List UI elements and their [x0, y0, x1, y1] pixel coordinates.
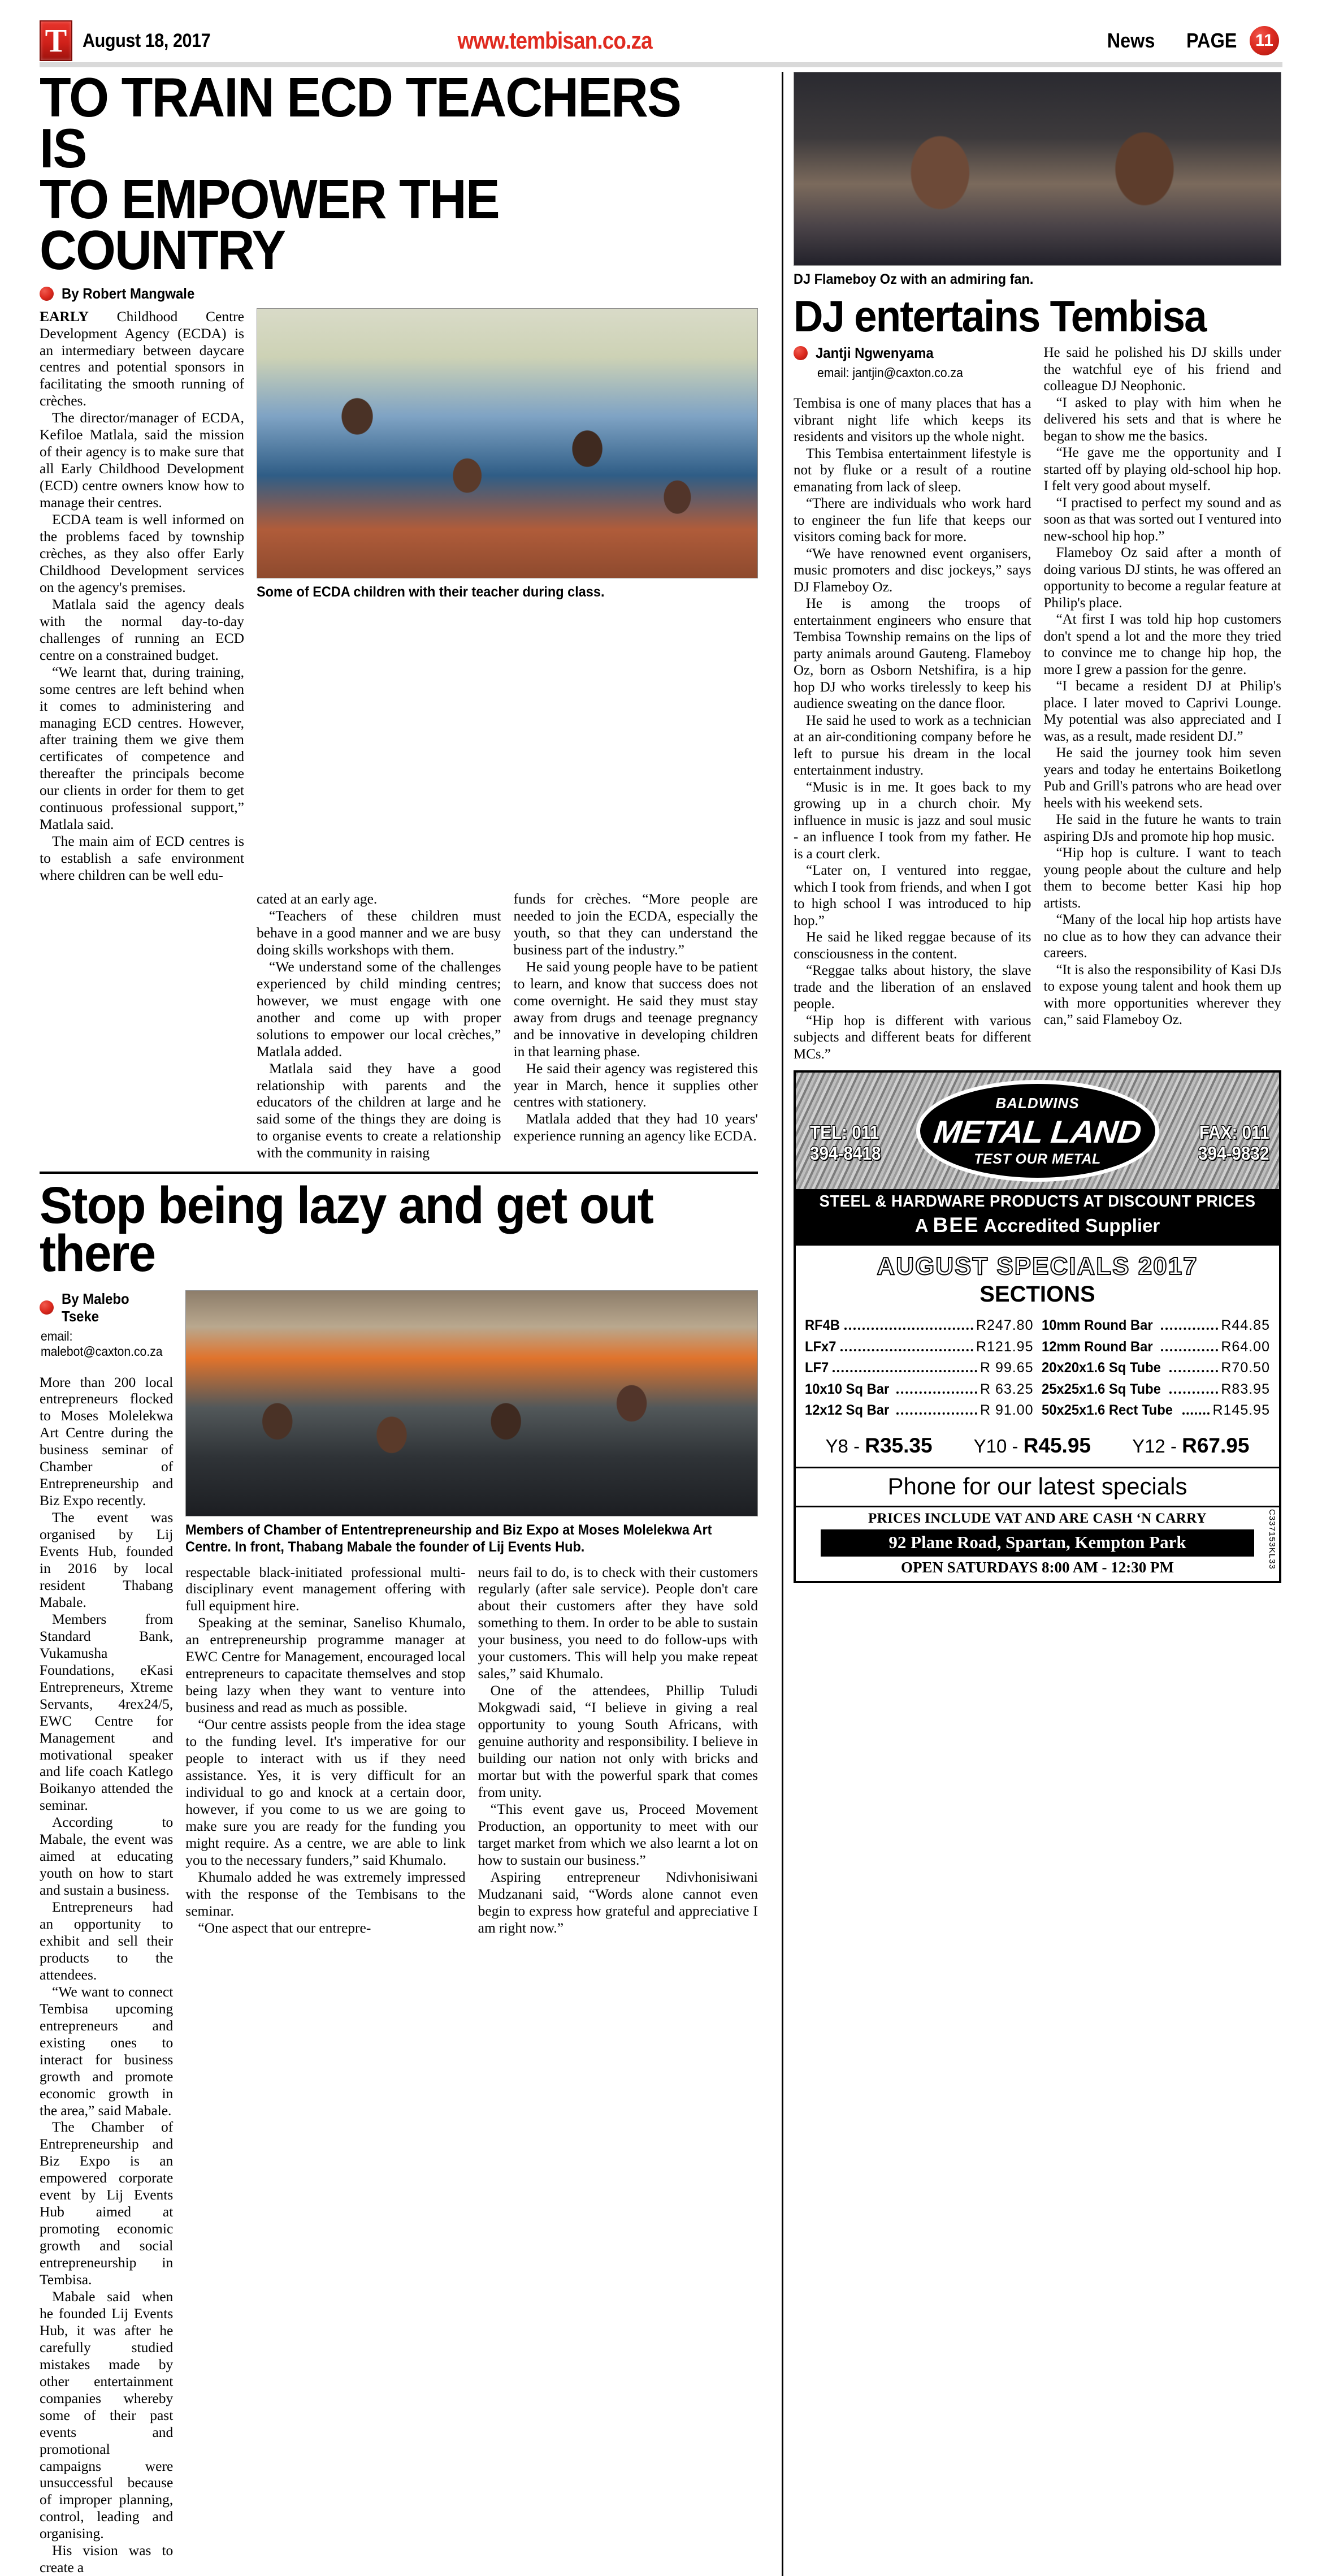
paragraph: Matlala said they have a good relationship with parents and the educators of the children at large and he said some of the things they are doing is to organise events to create a relationship with the community in raising [257, 1060, 501, 1161]
ad-specials-panel [796, 1244, 1279, 1467]
paragraph: Matlala added that they had 10 years' experience running an agency like ECDA. [513, 1110, 758, 1144]
article-lazy-col-3 [478, 1564, 758, 1937]
ad-rebar-prices [805, 1434, 1270, 1458]
byline-author: By Malebo Tseke [62, 1290, 129, 1325]
paragraph: According to Mabale, the event was aimed at educating youth on how to start and sustain a business. [40, 1814, 174, 1899]
paragraph: “Later on, I ventured into reggae, which I took from friends, and when I got to high school I was introduced to hip hop.” [794, 863, 1031, 928]
rebar-item [974, 1434, 1091, 1458]
paragraph: He said he polished his DJ skills under the watchful eye of his friend and colleague DJ Neophonic. [1043, 345, 1281, 394]
ad-fax-label: FAX: 011 [1199, 1122, 1269, 1143]
price-row [805, 1400, 1034, 1421]
paragraph: “Reggae talks about history, the slave trade and the liberation of an enslaved people. [794, 963, 1031, 1012]
rebar-value: R45.95 [1023, 1433, 1091, 1457]
article-divider [40, 1172, 758, 1174]
price-name: RF4B [805, 1317, 840, 1334]
ad-vat-note: PRICES INCLUDE VAT AND ARE CASH ‘N CARRY [868, 1510, 1207, 1526]
page-number-badge: 11 [1250, 26, 1279, 55]
ad-fax-number: 394-9832 [1198, 1143, 1269, 1164]
bullet-dot-icon [794, 346, 808, 360]
article-ecd-top [40, 308, 758, 884]
ad-telephone [810, 1122, 881, 1164]
ad-price-grid [805, 1315, 1270, 1421]
article-dj-headline: DJ entertains Tembisa [794, 291, 1206, 341]
paragraph: Matlala said the agency deals with the normal day-to-day challenges of running an ECD centre on a constrained budget. [40, 595, 244, 663]
leader-dots [896, 1412, 977, 1415]
paragraph: “We learnt that, during training, some centres are left behind when it comes to administering and managing ECD centres. However, after training them we give them certificates of competence and thereafter the principals become our clients in order for them to get continuous professional support,” Matlala said. [40, 663, 244, 833]
article-dj-col-1 [794, 344, 1031, 1062]
paragraph: Entrepreneurs had an opportunity to exhibit and sell their products to the attendees. [40, 1899, 174, 1983]
byline-author: By Robert Mangwale [62, 284, 195, 302]
col-text [40, 308, 244, 884]
ad-tel-number: 394-8418 [809, 1143, 881, 1164]
paragraph: funds for crèches. “More people are needed to join the ECDA, especially the youth, so that they can understand the business part of the industry.” [513, 891, 758, 958]
article-lazy-jump-columns [185, 1564, 758, 1937]
ad-tagline-band [796, 1189, 1279, 1244]
paragraph: Tembisa is one of many places that has a vibrant night life which keeps its residents and visitors up the whole night. [794, 396, 1031, 445]
masthead-right [1104, 26, 1282, 55]
article-lazy-byline [40, 1290, 173, 1325]
article-lazy-col-1 [40, 1290, 173, 2576]
price-name: LF7 [805, 1360, 829, 1376]
col-text [40, 1374, 173, 2576]
paragraph: Members from Standard Bank, Vukamusha Foundations, eKasi Entrepreneurs, Xtreme Servants, 4rex24/5, EWC Centre for Management and motivational speaker and life coach Katlego Boikanyo attended the seminar. [40, 1610, 174, 1814]
rebar-value: R67.95 [1182, 1433, 1250, 1457]
paragraph: Flameboy Oz said after a month of doing various DJ stints, he was offered an opportunity to become a regular feature at Philip's place. [1043, 545, 1281, 611]
article-ecd-photo [257, 308, 758, 578]
price-row [1042, 1379, 1271, 1401]
leader-dots [1169, 1370, 1218, 1372]
byline-email[interactable]: email: jantjin@caxton.co.za [817, 365, 963, 381]
leader-dots [1182, 1412, 1210, 1415]
ad-sections-title: SECTIONS [979, 1282, 1095, 1307]
paragraph: Khumalo added he was extremely impressed with the response of the Tembisans to the seminar. [185, 1868, 466, 1919]
ad-address: 92 Plane Road, Spartan, Kempton Park [821, 1529, 1254, 1557]
article-dj-byline [794, 344, 1031, 362]
paragraph: He said he liked reggae because of its consciousness in the content. [794, 930, 1031, 962]
article-lazy-photo [185, 1290, 758, 1516]
page-label: PAGE [1186, 29, 1237, 52]
website-url[interactable]: www.tembisan.co.za [457, 27, 652, 54]
paragraph: “He gave me the opportunity and I started off by playing old-school hip hop. I felt very good about myself. [1043, 445, 1281, 494]
column-divider [782, 72, 783, 2576]
headline-line-1: TO TRAIN ECD TEACHERS IS [40, 66, 681, 180]
paragraph: He is among the troops of entertainment engineers who ensure that Tembisa Township remains on the lips of party animals around Gauteng. Flameboy Oz, born as Osborn Netshifira, is a hip hop DJ who works tirelessly to keep his audience sweating on the dance floor. [794, 596, 1031, 712]
paragraph: He said young people have to be patient to learn, and know that success does not come overnight. He said they must stay away from drugs and teenage pregnancy and be innovative in developing children in that learning phase. [513, 958, 758, 1060]
leader-dots [1169, 1391, 1218, 1394]
rebar-label: Y8 - [825, 1435, 865, 1456]
ad-specials-title: AUGUST SPECIALS 2017 [877, 1252, 1198, 1281]
ad-band-line-1: STEEL & HARDWARE PRODUCTS AT DISCOUNT PRICES [819, 1192, 1256, 1211]
article-lazy [40, 1177, 758, 2576]
price-value: R145.95 [1212, 1402, 1270, 1419]
price-row [805, 1358, 1034, 1379]
headline-line-2: TO EMPOWER THE COUNTRY [40, 168, 499, 282]
article-ecd-byline [40, 285, 758, 302]
article-lazy-col-2 [185, 1564, 465, 1937]
price-value: R83.95 [1221, 1381, 1270, 1397]
paragraph: “Hip hop is culture. I want to teach young people about the culture and help them to become better Kasi hip hop artists. [1043, 845, 1281, 911]
article-dj-col-2 [1044, 344, 1282, 1062]
paragraph: ECDA team is well informed on the problems faced by township crèches, as they also offer Early Childhood Development services on the agency's premises. [40, 511, 244, 595]
paragraph: The director/manager of ECDA, Kefiloe Matlala, said the mission of their agency is to make sure that all Early Childhood Development (ECD) centre owners know how to manage their centres. [40, 409, 244, 511]
article-dj-photo [794, 72, 1281, 266]
article-lazy-photo-caption: Members of Chamber of Ententrepreneurship and Biz Expo at Moses Molelekwa Art Centre. In front, Thabang Mabale the founder of Lij Events Hub. [185, 1522, 712, 1555]
price-row [805, 1315, 1034, 1337]
leader-dots [1161, 1328, 1218, 1330]
paragraph: “Music is in me. It goes back to my growing up in a church choir. My influence in music is jazz and soul music - an influence I took from my father. He is a court clerk. [794, 779, 1031, 862]
article-ecd-jump-columns [40, 891, 758, 1161]
article-lazy-right [185, 1290, 758, 2576]
paragraph: “It is also the responsibility of Kasi DJs to expose young talent and hook them up with more opportunities wherever they can,” said Flameboy Oz. [1043, 962, 1281, 1028]
col-text [794, 395, 1031, 1062]
price-name: 50x25x1.6 Rect Tube [1041, 1402, 1173, 1419]
article-ecd-col-3 [514, 891, 758, 1161]
ad-fax [1198, 1122, 1269, 1164]
price-row [1042, 1337, 1271, 1358]
price-row [805, 1379, 1034, 1401]
paragraph: “Hip hop is different with various subjects and different beats for different MCs.” [794, 1013, 1031, 1062]
leader-dots [896, 1391, 977, 1394]
price-name: 25x25x1.6 Sq Tube [1041, 1381, 1161, 1397]
article-lazy-top [40, 1290, 758, 2576]
paragraph: Speaking at the seminar, Saneliso Khumalo, an entrepreneurship programme manager at EWC Centre for Management, encouraged local entrepreneurs to capacitate themselves and stop being lazy when they want to venture into business and read as much as possible. [185, 1614, 466, 1716]
paragraph: He said their agency was registered this year in March, hence it supplies other centres with stationery. [513, 1060, 758, 1110]
article-ecd-col-2 [257, 891, 501, 1161]
article-dj-photo-caption: DJ Flameboy Oz with an admiring fan. [794, 271, 1034, 287]
ad-footer [796, 1507, 1279, 1581]
leader-dots [833, 1370, 977, 1372]
advertisement-metal-land[interactable] [794, 1070, 1281, 1583]
article-ecd [40, 66, 758, 1161]
price-row [805, 1337, 1034, 1358]
ad-price-column-left [805, 1315, 1034, 1421]
ad-band-bee: BEE [933, 1213, 979, 1237]
left-column-zone [40, 66, 771, 2576]
paragraph: One of the attendees, Phillip Tuludi Mokgwadi said, “I believe in giving a real opportunity to young South Africans, with genuine authority and responsibility. I believe in building our nation not only with bricks and mortar but with the powerful spark that comes from unity. [478, 1682, 758, 1800]
article-ecd-photo-block [257, 308, 758, 884]
rebar-label: Y12 - [1132, 1435, 1182, 1456]
bullet-dot-icon [40, 1300, 54, 1315]
paragraph: The Chamber of Entrepreneurship and Biz Expo is an empowered corporate event by Lij Events Hub aimed at promoting economic growth and social entrepreneurship in Tembisa. [40, 2119, 174, 2288]
ad-band-a: A [914, 1215, 933, 1237]
paragraph: Aspiring entrepreneur Ndivhonisiwani Mudzanani said, “Words alone cannot even begin to express how grateful and appreciative I am right now.” [478, 1868, 758, 1936]
paragraph: “We have renowned event organisers, music promoters and disc jockeys,” says DJ Flameboy Oz. [794, 546, 1031, 595]
paragraph: This Tembisa entertainment lifestyle is not by fluke or a result of a routine emanating from lack of sleep. [794, 446, 1031, 495]
price-row [1042, 1315, 1271, 1337]
rebar-item [1132, 1434, 1249, 1458]
article-lazy-headline: Stop being lazy and get out there [40, 1177, 653, 1282]
right-column-zone [794, 72, 1281, 2576]
leader-dots [1161, 1349, 1218, 1351]
paragraph: “I practised to perfect my sound and as soon as that was sorted out I ventured into new-school hip hop.” [1043, 495, 1281, 544]
price-value: R247.80 [976, 1317, 1034, 1334]
price-value: R64.00 [1221, 1338, 1270, 1355]
leader-dots [840, 1349, 973, 1351]
price-name: 10mm Round Bar [1041, 1317, 1153, 1334]
rebar-item [826, 1434, 933, 1458]
paragraph: He said the journey took him seven years and today he entertains Boiketlong Pub and Grill's patrons who are head over heels with his weekend sets. [1043, 745, 1281, 811]
paragraph: “This event gave us, Proceed Movement Production, an opportunity to meet with our target market from which we also learnt a lot on how to sustain our business.” [478, 1800, 758, 1868]
ad-brand-top: BALDWINS [995, 1094, 1080, 1112]
price-value: R 99.65 [979, 1360, 1034, 1376]
article-ecd-col-1 [40, 308, 244, 884]
paragraph: “One aspect that our entrepre- [198, 1919, 371, 1936]
paragraph: The event was organised by Lij Events Hub, founded in 2016 by local resident Thabang Mabale. [40, 1509, 174, 1610]
price-name: 10x10 Sq Bar [805, 1381, 890, 1397]
price-value: R 63.25 [979, 1381, 1034, 1397]
article-dj-columns [794, 344, 1281, 1062]
paragraph: “We understand some of the challenges experienced by child minding centres; however, we must engage with one another and come up with proper solutions to empower our local crèches,” Matlala added. [257, 958, 501, 1060]
price-name: LFx7 [805, 1338, 836, 1355]
rebar-label: Y10 - [973, 1435, 1024, 1456]
price-name: 12mm Round Bar [1041, 1338, 1153, 1355]
article-ecd-spacer [40, 891, 244, 1161]
price-name: 12x12 Sq Bar [805, 1402, 890, 1419]
article-ecd-headline [40, 66, 708, 282]
ad-tel-label: TEL: 011 [809, 1122, 879, 1143]
paragraph: Mabale said when he founded Lij Events Hub, it was after he carefully studied mistakes made by other entertainment companies whereby some of their past events and promotional campaigns were unsuccessful because of improper planning, control, leading and organising. [40, 2288, 174, 2542]
ad-reference-code: C337153KL33 [1267, 1509, 1277, 1570]
tembisan-logo-icon: T [40, 20, 72, 61]
price-value: R44.85 [1221, 1317, 1270, 1334]
price-value: R 91.00 [979, 1402, 1034, 1419]
paragraph: He said in the future he wants to train aspiring DJs and promote hip hop music. [1043, 812, 1281, 844]
paragraph: EARLY Childhood Centre Development Agency (ECDA) is an intermediary between daycare centres and potential sponsors in facilitating the smooth running of crèches. [40, 308, 244, 409]
ad-phone-cta[interactable]: Phone for our latest specials [796, 1467, 1279, 1507]
byline-email[interactable]: email: malebot@caxton.co.za [41, 1328, 163, 1359]
paragraph: His vision was to create a [40, 2542, 174, 2576]
paragraph: “Teachers of these children must behave in a good manner and we are busy doing skills workshops with them. [257, 907, 501, 958]
ad-logo [916, 1080, 1159, 1182]
paragraph: More than 200 local entrepreneurs flocked to Moses Molelekwa Art Centre during the business seminar of Chamber of Entrepreneurship and Biz Expo recently. [40, 1373, 174, 1509]
bullet-dot-icon [40, 287, 54, 301]
page-body [40, 66, 1282, 2576]
ad-price-column-right [1042, 1315, 1271, 1421]
ad-opening-hours: OPEN SATURDAYS 8:00 AM - 12:30 PM [901, 1558, 1174, 1576]
paragraph: cated at an early age. [257, 891, 378, 907]
price-value: R121.95 [976, 1338, 1034, 1355]
ad-brand-main: METAL LAND [932, 1113, 1143, 1149]
paragraph: “At first I was told hip hop customers don't spend a lot and the more they tried to convince me to change hip hop, the more I grew a passion for the genre. [1043, 612, 1281, 677]
price-name: 20x20x1.6 Sq Tube [1041, 1360, 1161, 1376]
article-ecd-photo-caption: Some of ECDA children with their teacher during class. [257, 584, 605, 600]
section-label: News [1107, 29, 1155, 52]
paragraph: “Many of the local hip hop artists have no clue as to how they can advance their careers. [1043, 912, 1281, 961]
price-value: R70.50 [1221, 1360, 1270, 1376]
ad-header [796, 1073, 1279, 1189]
ad-band-line-2 [796, 1213, 1279, 1237]
ad-brand-tagline: TEST OUR METAL [974, 1151, 1101, 1167]
masthead [40, 0, 1282, 61]
paragraph: The main aim of ECD centres is to establish a safe environment where children can be well edu- [40, 833, 244, 884]
paragraph: He said he used to work as a technician at an air-conditioning company before he left to pursue his dream in the local entertainment industry. [794, 712, 1031, 779]
paragraph: “There are individuals who work hard to engineer the fun life that keeps our visitors coming back for more. [794, 496, 1031, 545]
paragraph: respectable black-initiated professional multi-disciplinary event management offering with full equipment hire. [185, 1563, 466, 1614]
leader-dots [844, 1328, 973, 1330]
price-row [1042, 1358, 1271, 1379]
issue-date: August 18, 2017 [83, 29, 211, 51]
paragraph: neurs fail to do, is to check with their customers regularly (after sale service). People don't care about their customers after they have sold something to them. In order to be able to sustain your business, you need to do follow-ups with your customers. This will help you make repeat sales,” said Khumalo. [478, 1563, 758, 1682]
price-row [1042, 1400, 1271, 1421]
paragraph: “Our centre assists people from the idea stage to the funding level. It's imperative for our people to interact with us if they need assistance. Yes, it is very difficult for an individual to go and knock at a certain door, however, if you come to us we are going to make sure you are ready for the funding you might require. As a centre, we are able to link you to the necessary funders,” said Khumalo. [185, 1716, 466, 1868]
byline-author: Jantji Ngwenyama [816, 344, 934, 362]
paragraph: “I became a resident DJ at Philip's place. I later moved to Caprivi Lounge. My potential was also appreciated and I was, as a result, made resident DJ.” [1043, 678, 1281, 744]
ad-band-rest: Accredited Supplier [979, 1215, 1160, 1237]
paragraph: “I asked to play with him when he delivered his sets and that is where he began to show me the basics. [1043, 395, 1281, 444]
paragraph: “We want to connect Tembisa upcoming entrepreneurs and existing ones to interact for business growth and promote economic growth in the area,” said Mabale. [40, 1983, 174, 2119]
rebar-value: R35.35 [865, 1433, 933, 1457]
